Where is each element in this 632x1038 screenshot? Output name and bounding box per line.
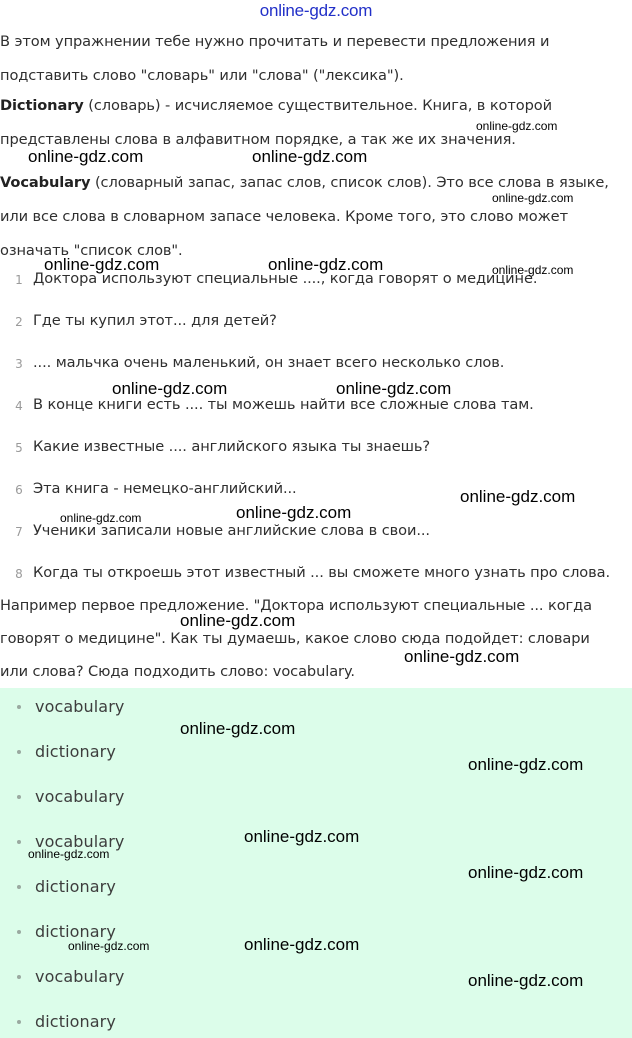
exercise-number: 4: [15, 399, 23, 413]
watermark: online-gdz.com: [252, 147, 368, 166]
header-watermark-link[interactable]: online-gdz.com: [259, 1, 373, 20]
exercise-number: 6: [15, 483, 23, 497]
exercise-text: В конце книги есть .... ты можешь найти все сложные слова там.: [33, 396, 534, 413]
answer-text: dictionary: [35, 742, 116, 761]
dictionary-def-line-1: (словарь) - исчисляемое существительное. Книга, в которой: [83, 97, 552, 114]
bullet-icon: [17, 975, 21, 979]
answer-item: [0, 692, 632, 722]
answer-text: dictionary: [35, 877, 116, 896]
explanation-line-2: говорят о медицине". Как ты думаешь, какое слово сюда подойдет: словари: [0, 630, 590, 647]
watermark: online-gdz.com: [60, 511, 142, 525]
exercise-text: Когда ты откроешь этот известный ... вы сможете много узнать про слова.: [33, 564, 611, 581]
vocabulary-def-line-3: означать "список слов".: [0, 242, 183, 259]
vocabulary-def-line-2: или все слова в словарном запасе человека. Кроме того, это слово может: [0, 208, 568, 225]
exercise-item: [0, 347, 632, 381]
exercise-number: 1: [15, 273, 23, 287]
watermark: online-gdz.com: [244, 935, 360, 954]
watermark: online-gdz.com: [44, 255, 160, 274]
watermark: online-gdz.com: [460, 487, 576, 506]
exercise-text: Где ты купил этот... для детей?: [33, 312, 277, 329]
exercise-number: 8: [15, 567, 23, 581]
intro-line-2: подставить слово "словарь" или "слова" ("лексика").: [0, 67, 404, 84]
bullet-icon: [17, 885, 21, 889]
exercise-number: 7: [15, 525, 23, 539]
answer-item: [0, 1007, 632, 1037]
watermark: online-gdz.com: [180, 611, 296, 630]
watermark: online-gdz.com: [468, 755, 584, 774]
watermark: online-gdz.com: [28, 147, 144, 166]
exercise-text: Доктора используют специальные ...., когда говорят о медицине.: [33, 270, 538, 287]
answer-text: vocabulary: [35, 697, 125, 716]
vocabulary-term: Vocabulary: [0, 174, 91, 191]
watermark: online-gdz.com: [468, 971, 584, 990]
explanation-line-1: Например первое предложение. "Доктора используют специальные ... когда: [0, 597, 592, 614]
watermark: online-gdz.com: [236, 503, 352, 522]
watermark: online-gdz.com: [28, 847, 110, 861]
vocabulary-definition: [0, 166, 632, 268]
bullet-icon: [17, 1020, 21, 1024]
exercise-number: 3: [15, 357, 23, 371]
watermark: online-gdz.com: [112, 379, 228, 398]
exercise-item: [0, 431, 632, 465]
watermark: online-gdz.com: [492, 263, 574, 277]
answer-text: vocabulary: [35, 832, 125, 851]
exercise-item: [0, 389, 632, 423]
intro-line-1: В этом упражнении тебе нужно прочитать и перевести предложения и: [0, 33, 550, 50]
explanation-line-3: или слова? Сюда подходить слово: vocabulary.: [0, 663, 355, 680]
dictionary-term: Dictionary: [0, 97, 84, 114]
answer-item: [0, 782, 632, 812]
watermark: online-gdz.com: [468, 863, 584, 882]
answer-text: vocabulary: [35, 787, 125, 806]
bullet-icon: [17, 840, 21, 844]
exercise-text: .... мальчка очень маленький, он знает всего несколько слов.: [33, 354, 505, 371]
bullet-icon: [17, 930, 21, 934]
exercise-item: [0, 557, 632, 591]
watermark: online-gdz.com: [476, 119, 558, 133]
bullet-icon: [17, 705, 21, 709]
answer-text: dictionary: [35, 922, 116, 941]
exercise-item: [0, 305, 632, 339]
watermark: online-gdz.com: [68, 939, 150, 953]
watermark: online-gdz.com: [336, 379, 452, 398]
answer-text: dictionary: [35, 1012, 116, 1031]
vocabulary-def-line-1: (словарный запас, запас слов, список слов). Это все слова в языке,: [90, 174, 609, 191]
exercise-number: 2: [15, 315, 23, 329]
intro-paragraph: [0, 25, 632, 93]
exercise-text: Какие известные .... английского языка ты знаешь?: [33, 438, 431, 455]
watermark: online-gdz.com: [492, 191, 574, 205]
exercise-text: Эта книга - немецко-английский...: [33, 480, 297, 497]
bullet-icon: [17, 795, 21, 799]
exercise-number: 5: [15, 441, 23, 455]
watermark: online-gdz.com: [180, 719, 296, 738]
explanation-paragraph: [0, 589, 632, 688]
answer-text: vocabulary: [35, 967, 125, 986]
bullet-icon: [17, 750, 21, 754]
exercise-text: Ученики записали новые английские слова в свои...: [33, 522, 430, 539]
watermark: online-gdz.com: [404, 647, 520, 666]
dictionary-def-line-2: представлены слова в алфавитном порядке, а так же их значения.: [0, 131, 516, 148]
watermark: online-gdz.com: [268, 255, 384, 274]
watermark: online-gdz.com: [244, 827, 360, 846]
